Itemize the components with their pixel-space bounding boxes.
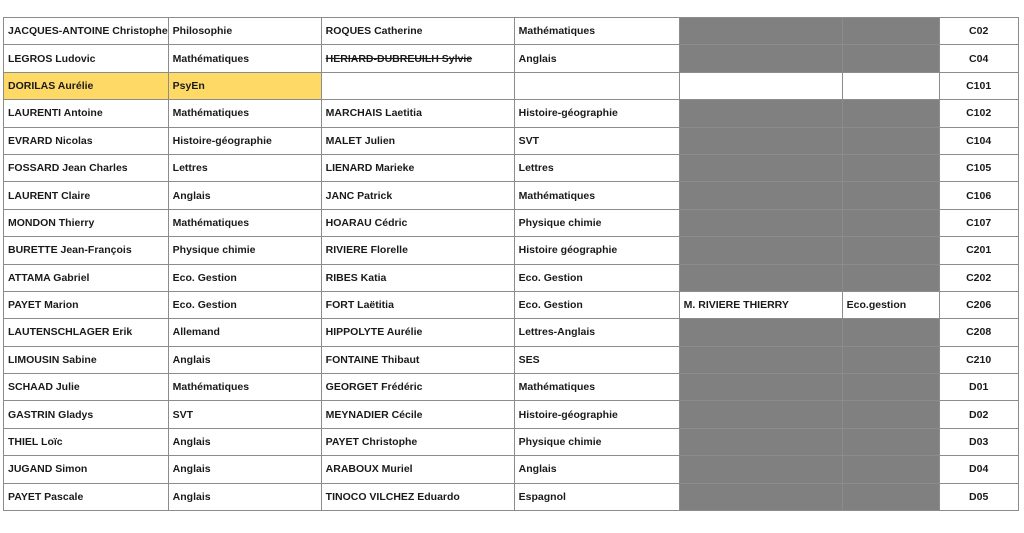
room-cell: C208 — [939, 319, 1018, 346]
room-cell: C201 — [939, 237, 1018, 264]
teacher-2-cell: LIENARD Marieke — [321, 154, 514, 181]
table-row — [4, 72, 1019, 99]
table-row — [4, 45, 1019, 72]
table-row — [4, 127, 1019, 154]
teacher-2-cell: HOARAU Cédric — [321, 209, 514, 236]
teacher-1-cell: EVRARD Nicolas — [4, 127, 169, 154]
table-row — [4, 237, 1019, 264]
subject-1-cell: Lettres — [168, 154, 321, 181]
subject-1-cell: Anglais — [168, 346, 321, 373]
teacher-3-cell — [679, 346, 842, 373]
table-row — [4, 182, 1019, 209]
subject-3-cell — [842, 483, 939, 510]
teacher-1-cell: LAUTENSCHLAGER Erik — [4, 319, 169, 346]
teacher-3-cell — [679, 100, 842, 127]
teacher-room-table — [3, 17, 1019, 511]
subject-2-cell: Physique chimie — [514, 428, 679, 455]
teacher-1-cell: LEGROS Ludovic — [4, 45, 169, 72]
table-row — [4, 374, 1019, 401]
teacher-2-cell: HIPPOLYTE Aurélie — [321, 319, 514, 346]
teacher-2-cell: ARABOUX Muriel — [321, 456, 514, 483]
subject-3-cell — [842, 100, 939, 127]
teacher-3-cell: M. RIVIERE THIERRY — [679, 291, 842, 318]
subject-1-cell: Philosophie — [168, 18, 321, 45]
subject-3-cell: Eco.gestion — [842, 291, 939, 318]
teacher-1-cell: LAURENT Claire — [4, 182, 169, 209]
subject-2-cell: Histoire-géographie — [514, 100, 679, 127]
room-cell: D05 — [939, 483, 1018, 510]
subject-3-cell — [842, 72, 939, 99]
teacher-3-cell — [679, 319, 842, 346]
room-cell: C107 — [939, 209, 1018, 236]
teacher-1-cell: LIMOUSIN Sabine — [4, 346, 169, 373]
teacher-1-cell: BURETTE Jean-François — [4, 237, 169, 264]
room-cell: C210 — [939, 346, 1018, 373]
teacher-1-cell: PAYET Marion — [4, 291, 169, 318]
teacher-1-cell: DORILAS Aurélie — [4, 72, 169, 99]
subject-3-cell — [842, 18, 939, 45]
subject-2-cell: Histoire-géographie — [514, 401, 679, 428]
subject-2-cell: Mathématiques — [514, 374, 679, 401]
subject-1-cell: Mathématiques — [168, 45, 321, 72]
teacher-1-cell: LAURENTI Antoine — [4, 100, 169, 127]
subject-1-cell: Eco. Gestion — [168, 264, 321, 291]
teacher-3-cell — [679, 483, 842, 510]
teacher-2-cell: HERIARD-DUBREUILH Sylvie — [321, 45, 514, 72]
teacher-2-cell: TINOCO VILCHEZ Eduardo — [321, 483, 514, 510]
subject-3-cell — [842, 237, 939, 264]
room-cell: C101 — [939, 72, 1018, 99]
room-cell: C206 — [939, 291, 1018, 318]
subject-3-cell — [842, 45, 939, 72]
subject-2-cell: Espagnol — [514, 483, 679, 510]
table-row — [4, 291, 1019, 318]
teacher-2-cell: MALET Julien — [321, 127, 514, 154]
subject-3-cell — [842, 209, 939, 236]
teacher-1-cell: JACQUES-ANTOINE Christophe — [4, 18, 169, 45]
subject-2-cell — [514, 72, 679, 99]
subject-3-cell — [842, 264, 939, 291]
teacher-3-cell — [679, 428, 842, 455]
subject-1-cell: SVT — [168, 401, 321, 428]
room-cell: D02 — [939, 401, 1018, 428]
room-cell: C104 — [939, 127, 1018, 154]
teacher-1-cell: ATTAMA Gabriel — [4, 264, 169, 291]
subject-1-cell: Eco. Gestion — [168, 291, 321, 318]
teacher-1-cell: SCHAAD Julie — [4, 374, 169, 401]
subject-1-cell: Physique chimie — [168, 237, 321, 264]
subject-3-cell — [842, 401, 939, 428]
room-cell: C105 — [939, 154, 1018, 181]
table-row — [4, 100, 1019, 127]
table-row — [4, 483, 1019, 510]
subject-2-cell: Lettres — [514, 154, 679, 181]
teacher-1-cell: JUGAND Simon — [4, 456, 169, 483]
subject-1-cell: Anglais — [168, 428, 321, 455]
teacher-1-cell: FOSSARD Jean Charles — [4, 154, 169, 181]
table-row — [4, 456, 1019, 483]
teacher-2-cell — [321, 72, 514, 99]
subject-3-cell — [842, 428, 939, 455]
subject-2-cell: Eco. Gestion — [514, 264, 679, 291]
subject-2-cell: Physique chimie — [514, 209, 679, 236]
subject-2-cell: Anglais — [514, 45, 679, 72]
room-cell: C04 — [939, 45, 1018, 72]
subject-2-cell: Mathématiques — [514, 18, 679, 45]
teacher-3-cell — [679, 401, 842, 428]
subject-2-cell: Lettres-Anglais — [514, 319, 679, 346]
teacher-2-cell: PAYET Christophe — [321, 428, 514, 455]
table-row — [4, 401, 1019, 428]
teacher-2-cell: GEORGET Frédéric — [321, 374, 514, 401]
table-row — [4, 209, 1019, 236]
teacher-2-cell: RIBES Katia — [321, 264, 514, 291]
subject-1-cell: Mathématiques — [168, 374, 321, 401]
table-row — [4, 154, 1019, 181]
subject-1-cell: Anglais — [168, 182, 321, 209]
subject-3-cell — [842, 374, 939, 401]
teacher-3-cell — [679, 154, 842, 181]
subject-3-cell — [842, 154, 939, 181]
teacher-3-cell — [679, 374, 842, 401]
subject-3-cell — [842, 319, 939, 346]
subject-2-cell: SES — [514, 346, 679, 373]
subject-2-cell: Mathématiques — [514, 182, 679, 209]
subject-1-cell: Anglais — [168, 456, 321, 483]
teacher-2-cell: FONTAINE Thibaut — [321, 346, 514, 373]
table-row — [4, 346, 1019, 373]
subject-3-cell — [842, 346, 939, 373]
teacher-2-cell: FORT Laëtitia — [321, 291, 514, 318]
teacher-3-cell — [679, 182, 842, 209]
room-cell: C102 — [939, 100, 1018, 127]
teacher-3-cell — [679, 18, 842, 45]
room-cell: C106 — [939, 182, 1018, 209]
teacher-2-cell: RIVIERE Florelle — [321, 237, 514, 264]
teacher-1-cell: GASTRIN Gladys — [4, 401, 169, 428]
subject-2-cell: Histoire géographie — [514, 237, 679, 264]
subject-1-cell: PsyEn — [168, 72, 321, 99]
teacher-1-cell: MONDON Thierry — [4, 209, 169, 236]
teacher-2-cell: MEYNADIER Cécile — [321, 401, 514, 428]
teacher-3-cell — [679, 127, 842, 154]
teacher-1-cell: THIEL Loïc — [4, 428, 169, 455]
subject-3-cell — [842, 127, 939, 154]
teacher-2-cell: JANC Patrick — [321, 182, 514, 209]
table-row — [4, 264, 1019, 291]
subject-3-cell — [842, 182, 939, 209]
table-row — [4, 428, 1019, 455]
teacher-3-cell — [679, 264, 842, 291]
subject-1-cell: Mathématiques — [168, 209, 321, 236]
room-cell: C202 — [939, 264, 1018, 291]
teacher-3-cell — [679, 456, 842, 483]
room-cell: D03 — [939, 428, 1018, 455]
room-cell: D01 — [939, 374, 1018, 401]
room-cell: D04 — [939, 456, 1018, 483]
subject-3-cell — [842, 456, 939, 483]
subject-2-cell: Anglais — [514, 456, 679, 483]
teacher-2-cell: ROQUES Catherine — [321, 18, 514, 45]
subject-1-cell: Anglais — [168, 483, 321, 510]
table-body — [4, 18, 1019, 511]
teacher-2-cell: MARCHAIS Laetitia — [321, 100, 514, 127]
teacher-3-cell — [679, 209, 842, 236]
subject-1-cell: Histoire-géographie — [168, 127, 321, 154]
teacher-3-cell — [679, 72, 842, 99]
table-row — [4, 18, 1019, 45]
subject-1-cell: Allemand — [168, 319, 321, 346]
subject-2-cell: Eco. Gestion — [514, 291, 679, 318]
teacher-1-cell: PAYET Pascale — [4, 483, 169, 510]
table-row — [4, 319, 1019, 346]
subject-1-cell: Mathématiques — [168, 100, 321, 127]
subject-2-cell: SVT — [514, 127, 679, 154]
teacher-3-cell — [679, 45, 842, 72]
teacher-3-cell — [679, 237, 842, 264]
room-cell: C02 — [939, 18, 1018, 45]
